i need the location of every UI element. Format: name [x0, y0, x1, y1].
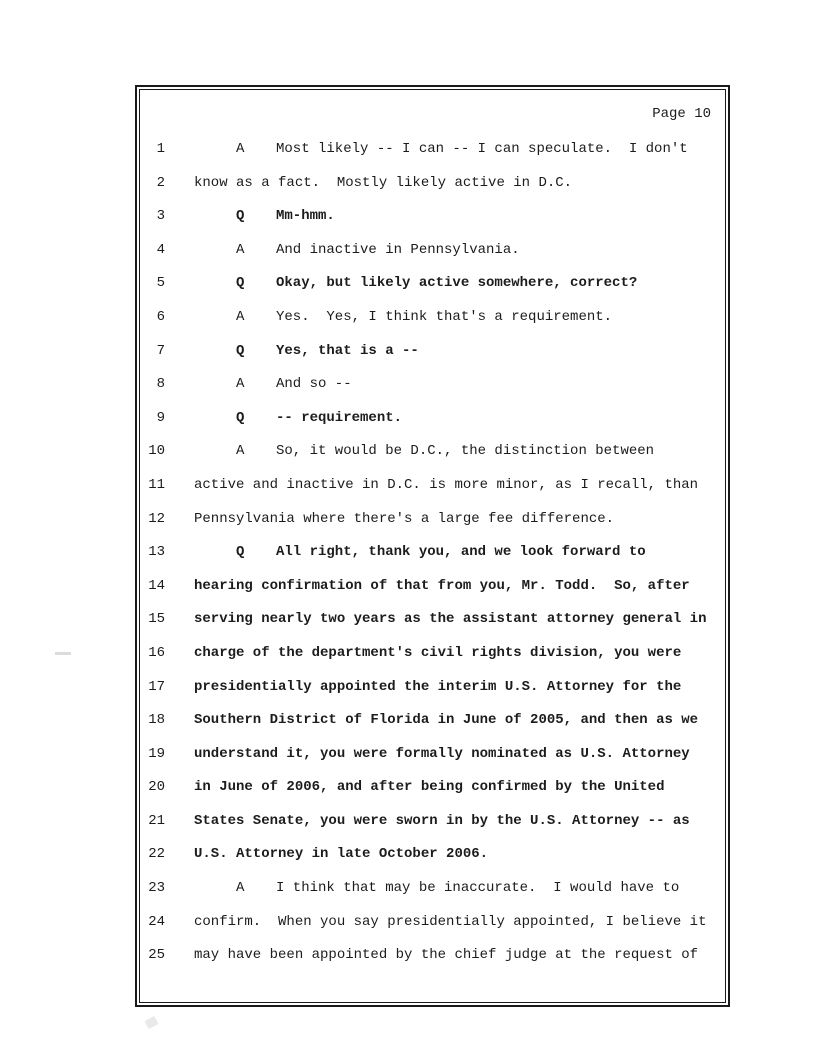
speaker-label: A [236, 443, 245, 460]
line-number: 2 [156, 174, 165, 191]
line-content [165, 267, 637, 301]
line-number: 1 [156, 141, 165, 157]
line-content [165, 167, 572, 201]
line-number: 19 [148, 745, 165, 762]
line-text: charge of the department's civil rights division, you were [194, 644, 682, 661]
transcript-line [140, 872, 725, 906]
line-text: All right, thank you, and we look forward to [276, 544, 646, 561]
transcript-line [140, 704, 725, 738]
transcript-line [140, 603, 725, 637]
line-content [165, 637, 681, 671]
transcript-line [140, 637, 725, 671]
transcript-line [140, 838, 725, 872]
transcript-line [140, 267, 725, 301]
line-number: 9 [156, 409, 165, 426]
transcript-line [140, 167, 725, 201]
transcript-line [140, 805, 725, 839]
transcript-line [140, 335, 725, 369]
transcript-line [140, 671, 725, 705]
transcript-line [140, 939, 725, 973]
line-text: hearing confirmation of that from you, Mr. Todd. So, after [194, 577, 690, 594]
line-content [165, 603, 706, 637]
line-number: 22 [148, 846, 165, 863]
transcript-line [140, 503, 725, 537]
line-content [165, 738, 690, 772]
line-text: may have been appointed by the chief judge at the request of [194, 947, 699, 964]
line-number: 23 [148, 880, 165, 897]
line-number: 25 [148, 947, 165, 964]
line-content [165, 570, 690, 604]
transcript-line [140, 368, 725, 402]
line-content [165, 368, 352, 402]
transcript-line [140, 469, 725, 503]
line-number: 24 [148, 913, 165, 930]
line-number: 5 [156, 275, 165, 292]
line-content [165, 234, 520, 268]
transcript-lines [140, 133, 725, 973]
line-content [165, 838, 488, 872]
line-content [165, 435, 654, 469]
transcript-line [140, 402, 725, 436]
line-number: 20 [148, 779, 165, 796]
line-content [165, 503, 614, 537]
line-content [165, 335, 419, 369]
speaker-label: Q [236, 208, 245, 225]
line-content [165, 805, 690, 839]
line-content [165, 906, 706, 940]
line-number: 18 [148, 712, 165, 729]
line-text: know as a fact. Mostly likely active in D.C. [194, 174, 573, 191]
line-text: understand it, you were formally nominated as U.S. Attorney [194, 745, 690, 762]
line-number: 11 [148, 476, 165, 493]
line-content [165, 133, 688, 167]
speaker-label: Q [236, 409, 245, 426]
line-text: And so -- [276, 376, 352, 393]
line-number: 21 [148, 812, 165, 829]
line-content [165, 939, 698, 973]
line-text: confirm. When you say presidentially appointed, I believe it [194, 913, 707, 930]
line-number: 3 [156, 208, 165, 225]
line-text: And inactive in Pennsylvania. [276, 241, 520, 258]
scan-artifact [55, 652, 71, 655]
speaker-label: A [236, 141, 245, 157]
line-number: 8 [156, 376, 165, 393]
line-text: U.S. Attorney in late October 2006. [194, 846, 489, 863]
transcript-line [140, 301, 725, 335]
line-number: 10 [148, 443, 165, 460]
scan-artifact [145, 1016, 159, 1029]
line-number: 6 [156, 308, 165, 325]
speaker-label: A [236, 376, 245, 393]
page-number-label: Page 10 [652, 106, 711, 122]
line-content [165, 872, 679, 906]
line-text: presidentially appointed the interim U.S. Attorney for the [194, 678, 682, 695]
line-text: Pennsylvania where there's a large fee difference. [194, 510, 615, 527]
speaker-label: A [236, 241, 245, 258]
line-text: Yes. Yes, I think that's a requirement. [276, 308, 613, 325]
line-number: 12 [148, 510, 165, 527]
line-text: active and inactive in D.C. is more minor, as I recall, than [194, 476, 699, 493]
transcript-line [140, 133, 725, 167]
line-content [165, 402, 402, 436]
line-text: Most likely -- I can -- I can speculate. I don't [276, 141, 688, 157]
transcript-line [140, 234, 725, 268]
line-text: -- requirement. [276, 409, 403, 426]
line-content [165, 301, 612, 335]
speaker-label: A [236, 308, 245, 325]
line-text: Yes, that is a -- [276, 342, 419, 359]
transcript-line [140, 200, 725, 234]
speaker-label: Q [236, 275, 245, 292]
line-text: Southern District of Florida in June of 2005, and then as we [194, 712, 699, 729]
line-number: 4 [156, 241, 165, 258]
speaker-label: Q [236, 544, 245, 561]
line-text: I think that may be inaccurate. I would have to [276, 880, 680, 897]
line-text: Okay, but likely active somewhere, correct? [276, 275, 638, 292]
line-content [165, 469, 698, 503]
transcript-line [140, 435, 725, 469]
line-number: 7 [156, 342, 165, 359]
line-text: in June of 2006, and after being confirmed by the United [194, 779, 665, 796]
line-number: 15 [148, 611, 165, 628]
transcript-line [140, 738, 725, 772]
transcript-line [140, 536, 725, 570]
line-text: States Senate, you were sworn in by the U.S. Attorney -- as [194, 812, 690, 829]
line-number: 16 [148, 644, 165, 661]
transcript-line [140, 771, 725, 805]
line-number: 13 [148, 544, 165, 561]
transcript-border [135, 85, 730, 1007]
line-text: Mm-hmm. [276, 208, 335, 225]
transcript-line [140, 906, 725, 940]
line-content [165, 536, 646, 570]
speaker-label: Q [236, 342, 245, 359]
speaker-label: A [236, 880, 245, 897]
line-content [165, 200, 335, 234]
line-number: 14 [148, 577, 165, 594]
line-content [165, 771, 664, 805]
line-content [165, 704, 698, 738]
line-number: 17 [148, 678, 165, 695]
line-content [165, 671, 681, 705]
line-text: So, it would be D.C., the distinction between [276, 443, 655, 460]
transcript-page [139, 89, 726, 1003]
line-text: serving nearly two years as the assistant attorney general in [194, 611, 707, 628]
transcript-line [140, 570, 725, 604]
